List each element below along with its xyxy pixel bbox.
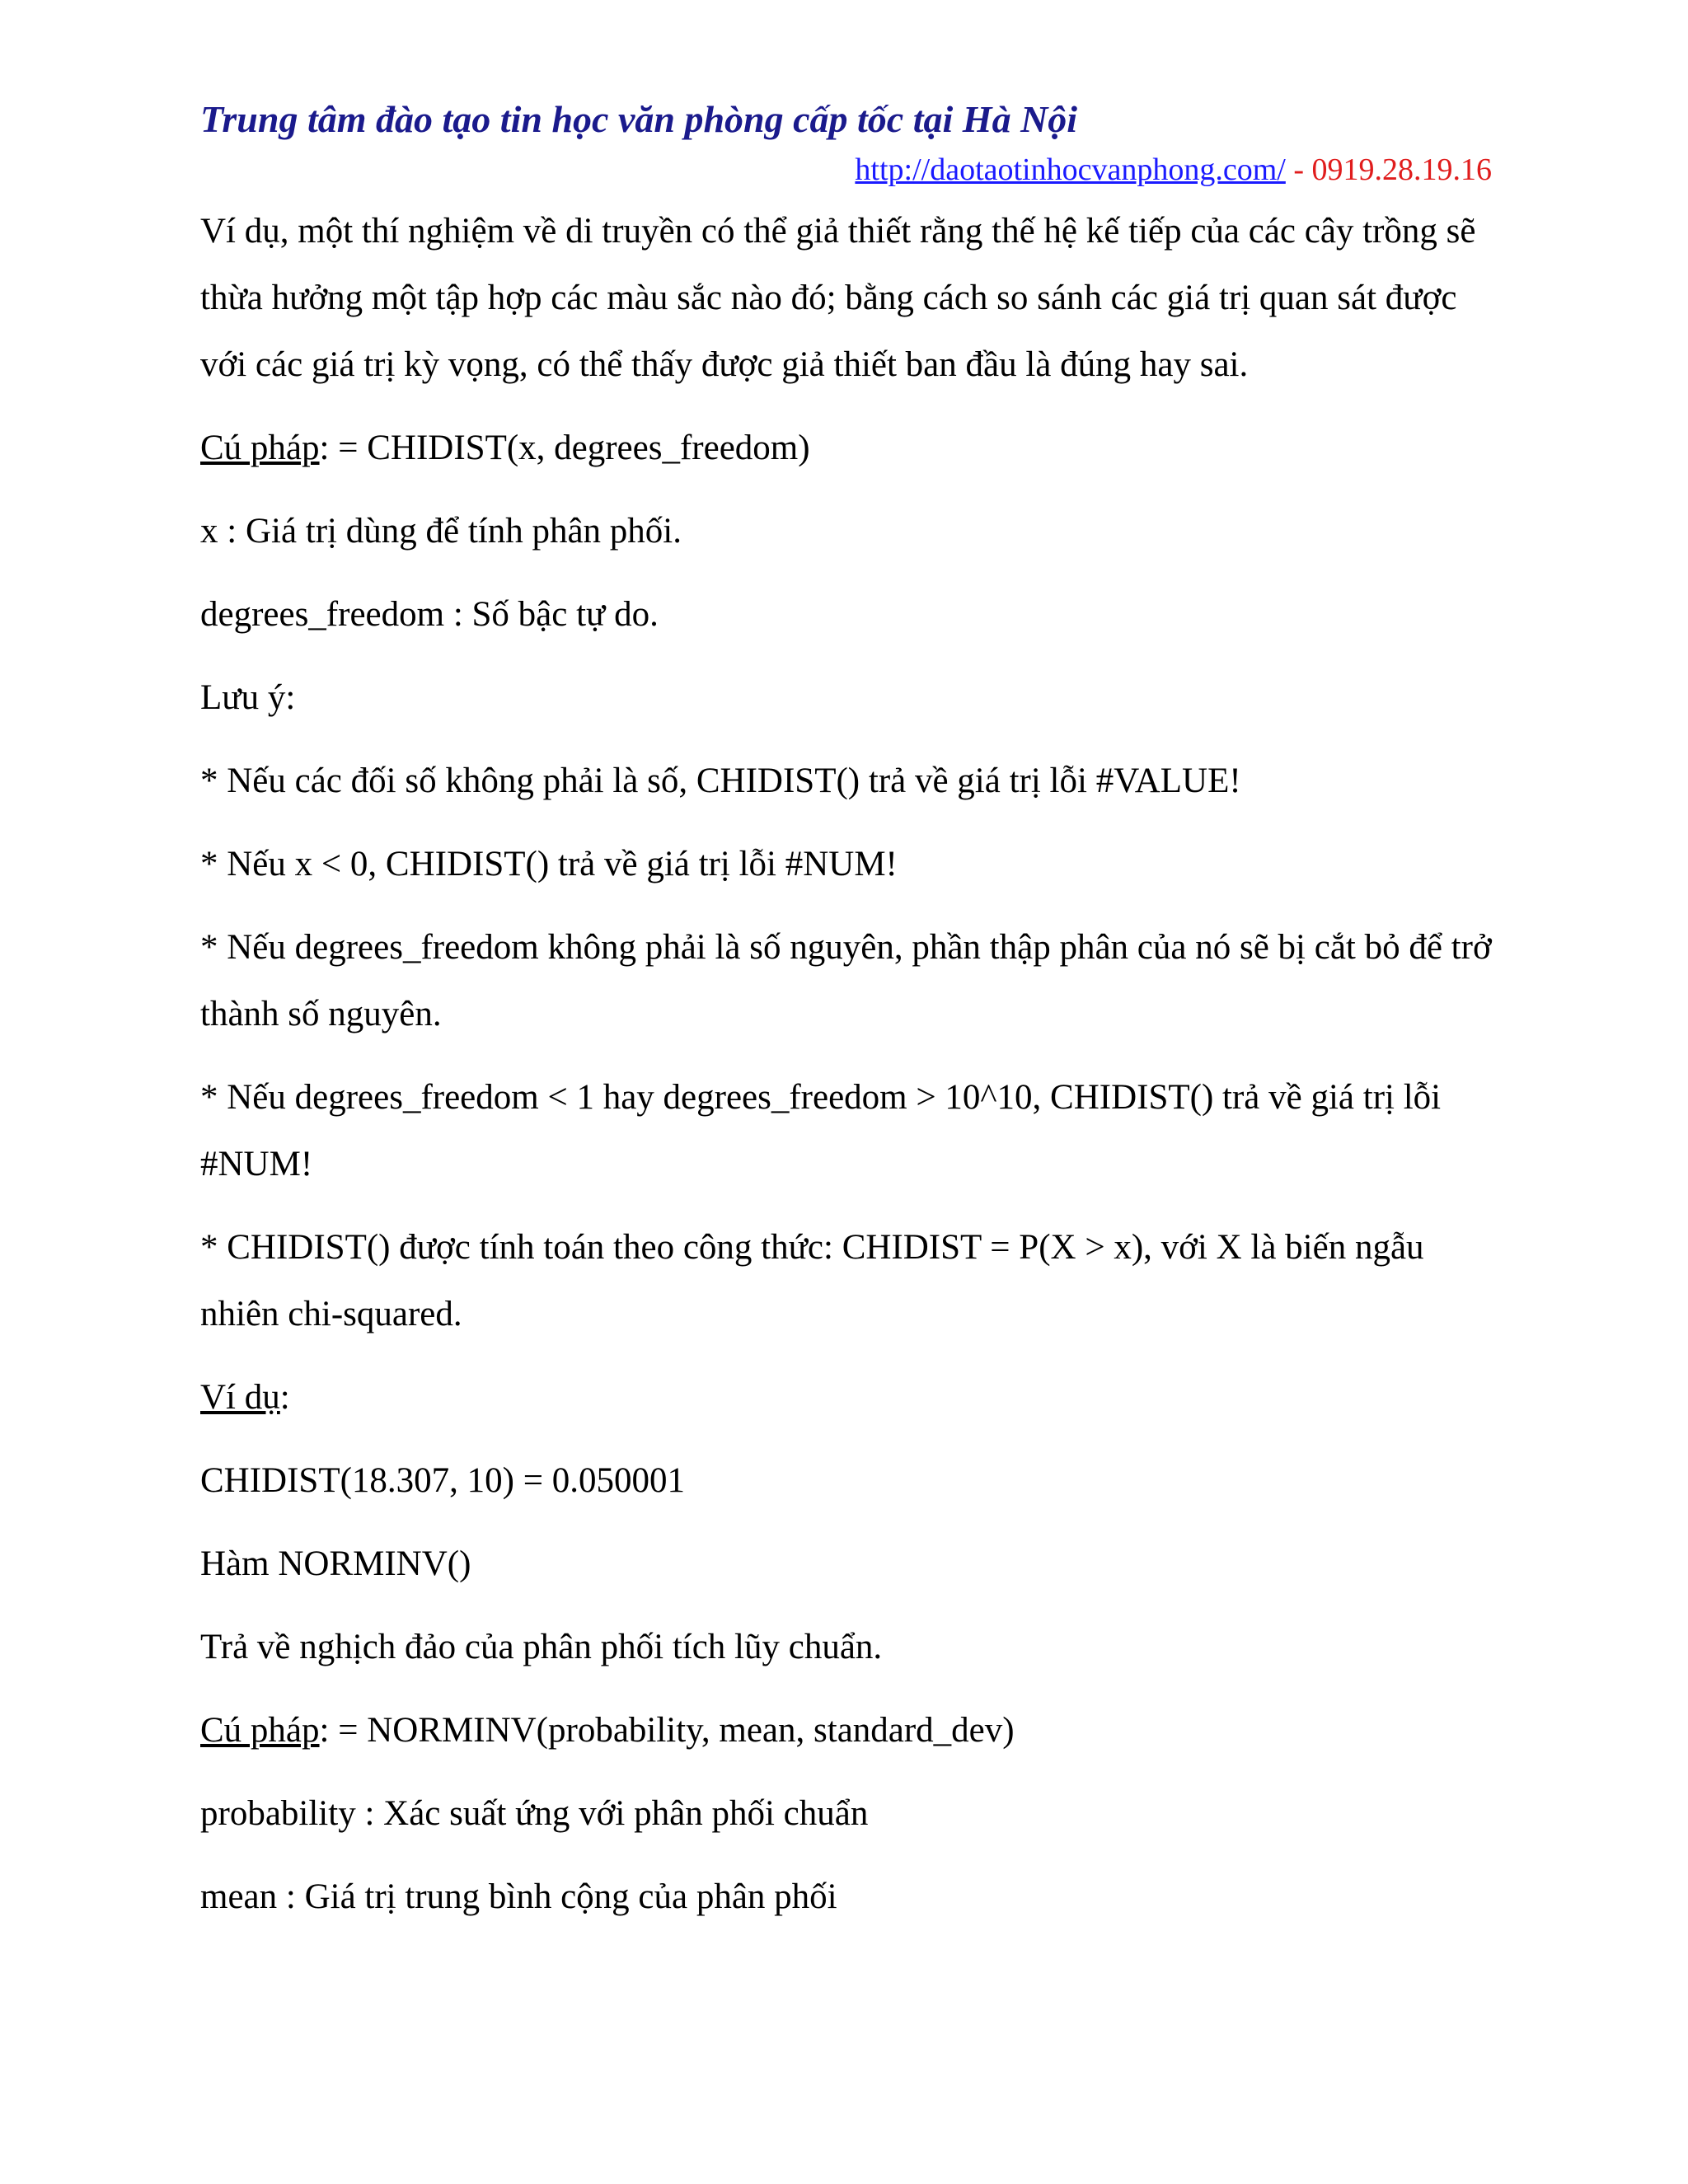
note-heading: Lưu ý: [200, 678, 296, 717]
header-contact [855, 152, 1492, 188]
example-label: Ví dụ [200, 1378, 280, 1417]
param-degrees-freedom: degrees_freedom : Số bậc tự do. [200, 595, 659, 634]
header-title: Trung tâm đào tạo tin học văn phòng cấp tốc tại Hà Nội [200, 98, 1078, 140]
param-mean: mean : Giá trị trung bình cộng của phân phối [200, 1877, 837, 1916]
website-link[interactable]: http://daotaotinhocvanphong.com/ [855, 152, 1286, 187]
note-item: * Nếu x < 0, CHIDIST() trả về giá trị lỗi #NUM! [200, 845, 898, 883]
norminv-syntax-text: : = NORMINV(probability, mean, standard_dev) [319, 1711, 1015, 1750]
example-heading [200, 1364, 1503, 1431]
note-item: * Nếu degrees_freedom < 1 hay degrees_freedom > 10^10, CHIDIST() trả về giá trị lỗi #NUM! [200, 1078, 1442, 1183]
example-text: CHIDIST(18.307, 10) = 0.050001 [200, 1461, 685, 1500]
norminv-description: Trả về nghịch đảo của phân phối tích lũy chuẩn. [200, 1628, 883, 1666]
note-item: * Nếu degrees_freedom không phải là số nguyên, phần thập phân của nó sẽ bị cắt bỏ để trở thành số nguyên. [200, 928, 1492, 1033]
document-body [200, 198, 1503, 1947]
phone-number: 0919.28.19.16 [1311, 152, 1492, 187]
intro-paragraph: Ví dụ, một thí nghiệm về di truyền có thể giả thiết rằng thế hệ kế tiếp của các cây trồng sẽ thừa hưởng một tập hợp các màu sắc nào đó; bằng cách so sánh các giá trị quan sát được với các giá trị kỳ vọng, có thể thấy được giả thiết ban đầu là đúng hay sai. [200, 212, 1476, 384]
param-probability: probability : Xác suất ứng với phân phối chuẩn [200, 1794, 869, 1833]
header-separator: - [1285, 152, 1312, 187]
example-suffix: : [279, 1378, 290, 1417]
note-item: * Nếu các đối số không phải là số, CHIDIST() trả về giá trị lỗi #VALUE! [200, 762, 1241, 800]
norminv-syntax-label: Cú pháp [200, 1711, 320, 1750]
chidist-syntax-text: : = CHIDIST(x, degrees_freedom) [319, 429, 810, 467]
chidist-syntax-label: Cú pháp [200, 429, 320, 467]
param-x: x : Giá trị dùng để tính phân phối. [200, 512, 682, 551]
norminv-syntax [200, 1697, 1503, 1764]
chidist-syntax [200, 415, 1503, 481]
norminv-title: Hàm NORMINV() [200, 1544, 471, 1583]
note-item: * CHIDIST() được tính toán theo công thức: CHIDIST = P(X > x), với X là biến ngẫu nhiên chi-squared. [200, 1228, 1424, 1333]
